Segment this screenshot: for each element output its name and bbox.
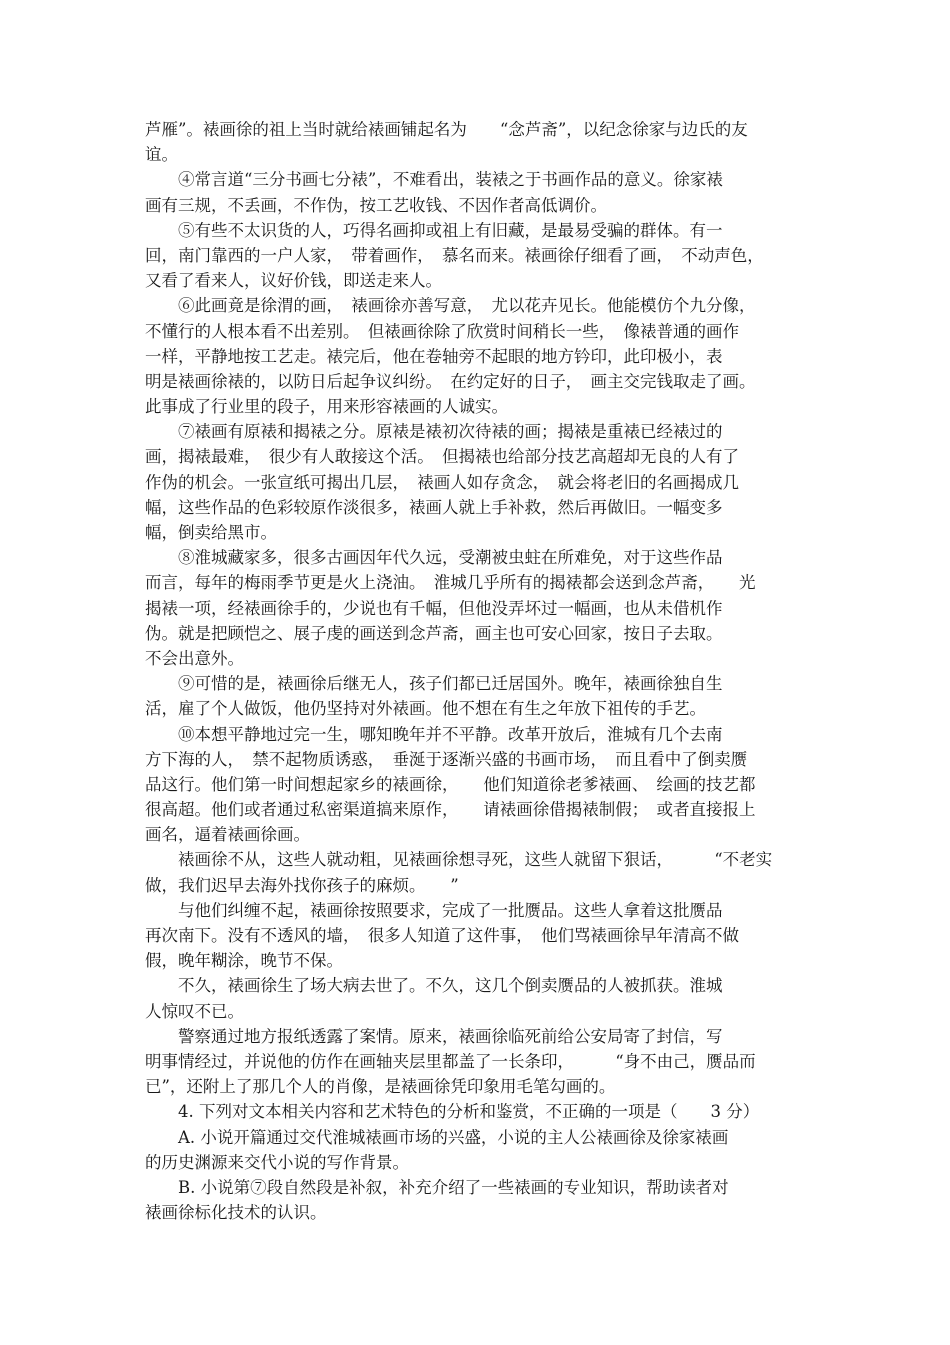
- text-line: 画有三规，不丢画，不作伪，按工艺收钱、不因作者高低调价。: [145, 195, 607, 215]
- text-line: 的历史渊源来交代小说的写作背景。: [145, 1152, 409, 1172]
- text-line: B. 小说第⑦段自然段是补叙，补充介绍了一些裱画的专业知识，帮助读者对: [145, 1177, 729, 1197]
- text-line: 活，雇了个人做饭，他仍坚持对外裱画。他不想在有生之年放下祖传的手艺。: [145, 699, 706, 719]
- text-line: 幅，倒卖给黑市。: [145, 523, 277, 542]
- text-line: 裱画徐标化技术的认识。: [145, 1203, 327, 1223]
- text-line: ④常言道“三分书画七分裱”，不难看出，装裱之于书画作品的意义。徐家裱: [145, 170, 723, 190]
- text-line: 不懂行的人根本看不出差别。 但裱画徐除了欣赏时间稍长一些， 像裱普通的画作: [145, 321, 739, 341]
- text-line: 作伪的机会。一张宣纸可揭出几层， 裱画人如存贪念， 就会将老旧的名画揭成几: [145, 472, 739, 492]
- text-line: 一样，平静地按工艺走。裱完后，他在卷轴旁不起眼的地方钤印，此印极小，表: [145, 346, 723, 366]
- text-line: 回，南门靠西的一户人家， 带着画作， 慕名而来。裱画徐仔细看了画， 不动声色，: [145, 245, 764, 265]
- document-text: [145, 117, 815, 1225]
- text-line: 警察通过地方报纸透露了案情。原来，裱画徐临死前给公安局寄了封信，写: [145, 1026, 723, 1046]
- text-line: ⑦裱画有原裱和揭裱之分。原裱是裱初次待裱的画；揭裱是重裱已经裱过的: [145, 422, 723, 442]
- text-line: 芦雁”。裱画徐的祖上当时就给裱画铺起名为 “念芦斋”，以纪念徐家与边氏的友: [145, 120, 748, 139]
- text-line: 方下海的人， 禁不起物质诱惑， 垂涎于逐渐兴盛的书画市场， 而且看中了倒卖赝: [145, 749, 748, 769]
- text-line: 谊。: [145, 145, 178, 165]
- text-line: 明事情经过，并说他的仿作在画轴夹层里都盖了一长条印， “身不由己，赝品而: [145, 1051, 756, 1071]
- text-line: 假，晚年糊涂，晚节不保。: [145, 951, 343, 971]
- text-line: 与他们纠缠不起，裱画徐按照要求，完成了一批赝品。这些人拿着这批赝品: [145, 900, 723, 920]
- text-line: ⑨可惜的是，裱画徐后继无人，孩子们都已迁居国外。晚年，裱画徐独自生: [145, 674, 723, 694]
- text-line: 品这行。他们第一时间想起家乡的裱画徐， 他们知道徐老爹裱画、 绘画的技艺都: [145, 774, 756, 794]
- text-line: 再次南下。没有不透风的墙， 很多人知道了这件事， 他们骂裱画徐早年清高不做: [145, 926, 739, 945]
- text-line: 不会出意外。: [145, 648, 244, 668]
- text-line: 又看了看来人，议好价钱，即送走来人。: [145, 271, 442, 291]
- text-line: 4. 下列对文本相关内容和艺术特色的分析和鉴赏，不正确的一项是（ 3 分）: [145, 1102, 760, 1122]
- text-line: ⑥此画竟是徐渭的画， 裱画徐亦善写意， 尤以花卉见长。他能模仿个九分像，: [145, 296, 756, 316]
- text-line: ⑤有些不太识货的人，巧得名画抑或祖上有旧藏，是最易受骗的群体。有一: [145, 220, 723, 240]
- text-line: 画，揭裱最难， 很少有人敢接这个活。 但揭裱也给部分技艺高超却无良的人有了: [145, 447, 739, 467]
- text-line: A. 小说开篇通过交代淮城裱画市场的兴盛，小说的主人公裱画徐及徐家裱画: [145, 1127, 729, 1147]
- text-line: 而言，每年的梅雨季节更是火上浇油。 淮城几乎所有的揭裱都会送到念芦斋， 光: [145, 573, 756, 593]
- text-line: 做，我们迟早去海外找你孩子的麻烦。 ”: [145, 875, 459, 895]
- text-line: 幅，这些作品的色彩较原作淡很多，裱画人就上手补救，然后再做旧。一幅变多: [145, 497, 723, 517]
- text-line: 明是裱画徐裱的，以防日后起争议纠纷。 在约定好的日子， 画主交完钱取走了画。: [145, 371, 756, 391]
- text-line: ⑧淮城藏家多，很多古画因年代久远，受潮被虫蛀在所难免，对于这些作品: [145, 548, 723, 568]
- text-line: 不久，裱画徐生了场大病去世了。不久，这几个倒卖赝品的人被抓获。淮城: [145, 976, 723, 996]
- text-line: 画名，逼着裱画徐画。: [145, 825, 310, 845]
- text-line: 此事成了行业里的段子，用来形容裱画的人诚实。: [145, 397, 508, 417]
- text-line: 裱画徐不从，这些人就动粗，见裱画徐想寻死，这些人就留下狠话， “不老实: [145, 850, 773, 870]
- text-line: 人惊叹不已。: [145, 1001, 244, 1021]
- text-line: ⑩本想平静地过完一生，哪知晚年并不平静。改革开放后，淮城有几个去南: [145, 724, 723, 744]
- text-line: 伪。就是把顾恺之、展子虔的画送到念芦斋，画主也可安心回家，按日子去取。: [145, 623, 723, 643]
- text-line: 揭裱一项，经裱画徐手的，少说也有千幅，但他没弄坏过一幅画，也从未借机作: [145, 598, 723, 618]
- text-line: 已”，还附上了那几个人的肖像，是裱画徐凭印象用毛笔勾画的。: [145, 1077, 616, 1097]
- text-line: 很高超。他们或者通过私密渠道搞来原作， 请裱画徐借揭裱制假； 或者直接报上: [145, 800, 756, 820]
